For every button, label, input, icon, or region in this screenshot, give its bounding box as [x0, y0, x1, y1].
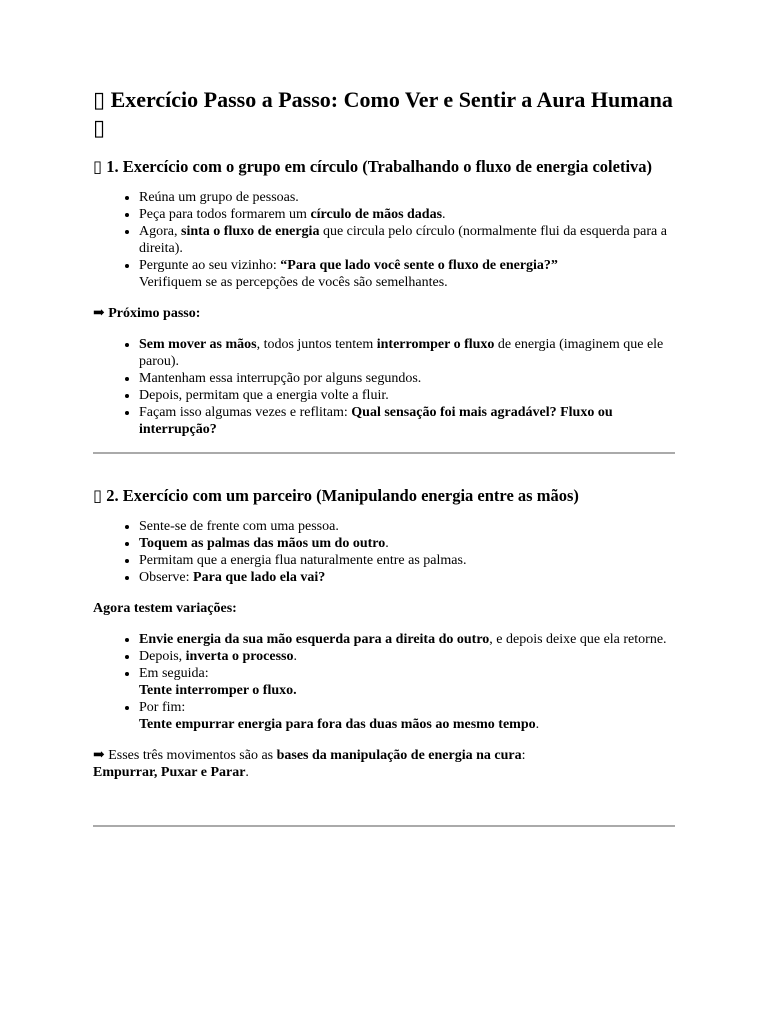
bold-text: Empurrar, Puxar e Parar — [93, 765, 246, 780]
bold-text: interromper o fluxo — [376, 337, 495, 352]
bold-text: Tente interromper o fluxo. — [139, 683, 297, 698]
bold-text: Toquem as palmas das mãos um do outro — [139, 536, 386, 551]
list-item — [139, 569, 675, 586]
list-item — [139, 370, 675, 387]
missing-glyph-icon: ▯ — [93, 486, 103, 505]
page-title-text: Exercício Passo a Passo: Como Ver e Sentir a Aura Humana — [105, 87, 673, 112]
section2-heading — [93, 485, 675, 506]
text-run: . — [385, 536, 389, 551]
bold-text: Qual sensação foi mais agradável? Fluxo ou interrupção? — [139, 405, 613, 437]
text-run: Depois, — [139, 649, 186, 664]
list-item — [139, 387, 675, 404]
section2-list — [93, 518, 675, 586]
list-item — [139, 189, 675, 206]
list-item — [139, 535, 675, 552]
text-run: Mantenham essa interrupção por alguns segundos. — [139, 371, 422, 386]
bold-text: Para que lado ela vai? — [193, 570, 326, 585]
list-item — [139, 518, 675, 535]
page-title — [93, 86, 675, 142]
text-run: Façam isso algumas vezes e reflitam: — [139, 405, 352, 420]
list-item — [139, 648, 675, 665]
text-run: Pergunte ao seu vizinho: — [139, 258, 281, 273]
list-item — [139, 223, 675, 257]
text-run: . — [535, 717, 540, 732]
text-run: ➡ Esses três movimentos são as — [93, 748, 277, 763]
document-page — [93, 86, 675, 827]
bold-text: Tente empurrar energia para fora das duas mãos ao mesmo tempo — [139, 717, 536, 732]
text-run: Peça para todos formarem um — [139, 207, 311, 222]
list-item — [139, 257, 675, 291]
next-step-label — [93, 305, 675, 322]
missing-glyph-icon: ▯ — [93, 157, 103, 176]
text-run: . — [245, 765, 249, 780]
divider — [93, 825, 675, 827]
text-run: que circula pelo círculo (normalmente flui da esquerda para a direita). — [139, 224, 667, 256]
bold-text: círculo de mãos dadas — [310, 207, 443, 222]
divider — [93, 452, 675, 454]
list-item — [139, 404, 675, 438]
section1-heading-text: 1. Exercício com o grupo em círculo (Trabalhando o fluxo de energia coletiva) — [102, 157, 653, 176]
bold-text: “Para que lado você sente o fluxo de energia?” — [280, 258, 558, 273]
missing-glyph-icon: ▯ — [93, 116, 106, 141]
conclusion-paragraph — [93, 747, 675, 781]
text-run: Em seguida: — [139, 666, 209, 681]
text-run: Agora, — [139, 224, 181, 239]
bold-text: Agora testem variações: — [93, 601, 237, 616]
text-run: Depois, permitam que a energia volte a fluir. — [139, 388, 389, 403]
text-run: : — [521, 748, 526, 763]
list-item — [139, 552, 675, 569]
section2-heading-text: 2. Exercício com um parceiro (Manipulando energia entre as mãos) — [102, 486, 579, 505]
text-run: , todos juntos tentem — [256, 337, 377, 352]
section1-list2 — [93, 336, 675, 438]
text-run: Reúna um grupo de pessoas. — [139, 190, 299, 205]
variations-label — [93, 600, 675, 617]
text-run: Por fim: — [139, 700, 186, 715]
bold-text: inverta o processo — [185, 649, 294, 664]
text-run: de energia (imaginem que ele parou). — [139, 337, 664, 369]
list-item — [139, 699, 675, 733]
section2-list2 — [93, 631, 675, 733]
text-run: . — [293, 649, 298, 664]
list-item — [139, 336, 675, 370]
bold-text: ➡ Próximo passo: — [93, 306, 201, 321]
text-run: Permitam que a energia flua naturalmente entre as palmas. — [139, 553, 467, 568]
text-run: Observe: — [139, 570, 194, 585]
text-run: , e depois deixe que ela retorne. — [489, 632, 667, 647]
list-item — [139, 206, 675, 223]
text-run: . — [442, 207, 446, 222]
list-item — [139, 665, 675, 699]
bold-text: Envie energia da sua mão esquerda para a direita do outro — [139, 632, 490, 647]
text-run: Sente-se de frente com uma pessoa. — [139, 519, 339, 534]
bold-text: bases da manipulação de energia na cura — [276, 748, 522, 763]
text-run: Verifiquem se as percepções de vocês são semelhantes. — [139, 275, 448, 290]
list-item — [139, 631, 675, 648]
missing-glyph-icon: ▯ — [93, 88, 106, 113]
bold-text: sinta o fluxo de energia — [181, 224, 320, 239]
bold-text: Sem mover as mãos — [139, 337, 257, 352]
section1-heading — [93, 156, 675, 177]
section1-list — [93, 189, 675, 291]
